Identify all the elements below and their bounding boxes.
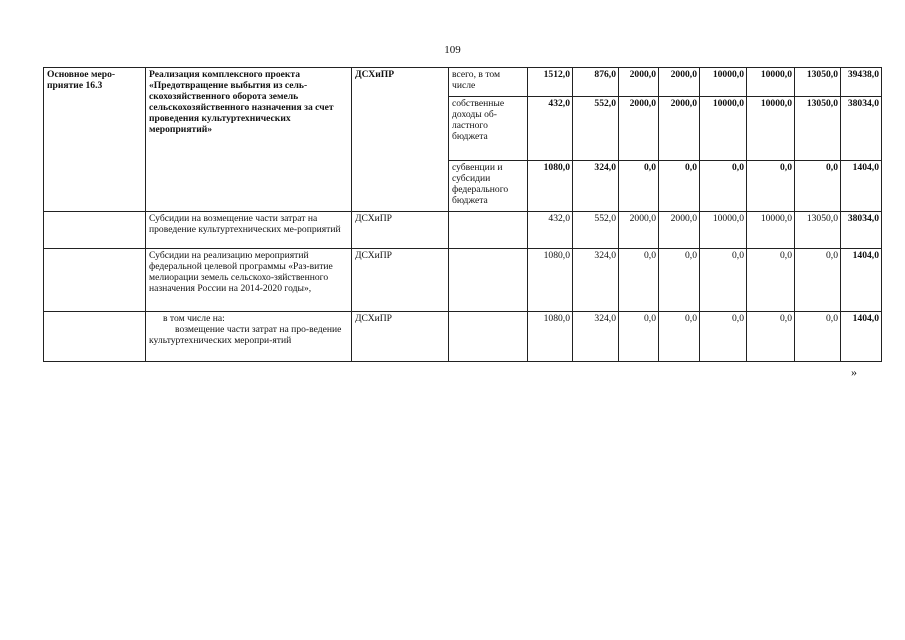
activity-title: Реализация комплексного проекта «Предотвращение выбытия из сель-скохозяйственного оборота земель сельскохозяйственного назначения за счет проведения культуртехнических мероприятий»: [146, 68, 352, 212]
activity-executor: ДСХиПР: [352, 68, 449, 212]
page-number: 109: [444, 44, 461, 56]
value-cell: 10000,0: [747, 68, 795, 97]
value-cell: 1404,0: [841, 249, 882, 312]
value-cell: 1404,0: [841, 312, 882, 362]
empty-cell: [44, 249, 146, 312]
value-cell: 0,0: [659, 161, 700, 212]
value-cell: 10000,0: [747, 212, 795, 249]
value-cell: 13050,0: [795, 212, 841, 249]
value-cell: 0,0: [747, 312, 795, 362]
table-row: [44, 312, 882, 362]
value-cell: 38034,0: [841, 212, 882, 249]
value-cell: 1080,0: [528, 312, 573, 362]
including-executor: ДСХиПР: [352, 312, 449, 362]
value-cell: 0,0: [619, 312, 659, 362]
value-cell: 0,0: [747, 161, 795, 212]
empty-cell: [449, 249, 528, 312]
including-title: [146, 312, 352, 362]
empty-cell: [44, 212, 146, 249]
including-label: в том числе на:: [163, 313, 225, 324]
value-cell: 1404,0: [841, 161, 882, 212]
subsidy-title: Субсидии на реализацию мероприятий федеральной целевой программы «Раз-витие мелиорации земель сельскохо-зяйственного назначения России на 2014-2020 годы»,: [146, 249, 352, 312]
value-cell: 1512,0: [528, 68, 573, 97]
value-cell: 0,0: [795, 312, 841, 362]
subsidy-title: Субсидии на возмещение части затрат на проведение культуртехнических ме-роприятий: [146, 212, 352, 249]
value-cell: 2000,0: [619, 212, 659, 249]
table-row: [44, 249, 882, 312]
value-cell: 10000,0: [700, 97, 747, 161]
value-cell: 324,0: [573, 161, 619, 212]
value-cell: 1080,0: [528, 249, 573, 312]
value-cell: 10000,0: [700, 212, 747, 249]
funding-source: собственные доходы об-ластного бюджета: [449, 97, 528, 161]
including-text: возмещение части затрат на про-ведение культуртехнических меропри-ятий: [149, 324, 342, 346]
value-cell: 324,0: [573, 249, 619, 312]
value-cell: 432,0: [528, 97, 573, 161]
value-cell: 0,0: [619, 161, 659, 212]
value-cell: 876,0: [573, 68, 619, 97]
value-cell: 0,0: [700, 161, 747, 212]
activity-code: Основное меро-приятие 16.3: [44, 68, 146, 212]
closing-quote: »: [851, 365, 857, 379]
value-cell: 0,0: [795, 249, 841, 312]
value-cell: 10000,0: [747, 97, 795, 161]
empty-cell: [449, 312, 528, 362]
funding-source: всего, в том числе: [449, 68, 528, 97]
funding-source: субвенции и субсидии федерального бюджета: [449, 161, 528, 212]
value-cell: 0,0: [619, 249, 659, 312]
value-cell: 432,0: [528, 212, 573, 249]
value-cell: 2000,0: [659, 97, 700, 161]
value-cell: 13050,0: [795, 97, 841, 161]
value-cell: 13050,0: [795, 68, 841, 97]
subsidy-executor: ДСХиПР: [352, 249, 449, 312]
empty-cell: [44, 312, 146, 362]
value-cell: 0,0: [659, 249, 700, 312]
value-cell: 0,0: [747, 249, 795, 312]
value-cell: 38034,0: [841, 97, 882, 161]
table-row: [44, 212, 882, 249]
value-cell: 2000,0: [659, 212, 700, 249]
value-cell: 0,0: [700, 312, 747, 362]
subsidy-executor: ДСХиПР: [352, 212, 449, 249]
value-cell: 2000,0: [659, 68, 700, 97]
table-row: [44, 68, 882, 97]
value-cell: 0,0: [659, 312, 700, 362]
value-cell: 39438,0: [841, 68, 882, 97]
value-cell: 552,0: [573, 97, 619, 161]
value-cell: 1080,0: [528, 161, 573, 212]
value-cell: 552,0: [573, 212, 619, 249]
value-cell: 2000,0: [619, 97, 659, 161]
empty-cell: [449, 212, 528, 249]
value-cell: 10000,0: [700, 68, 747, 97]
value-cell: 0,0: [700, 249, 747, 312]
value-cell: 324,0: [573, 312, 619, 362]
value-cell: 2000,0: [619, 68, 659, 97]
value-cell: 0,0: [795, 161, 841, 212]
budget-table: [43, 67, 882, 362]
